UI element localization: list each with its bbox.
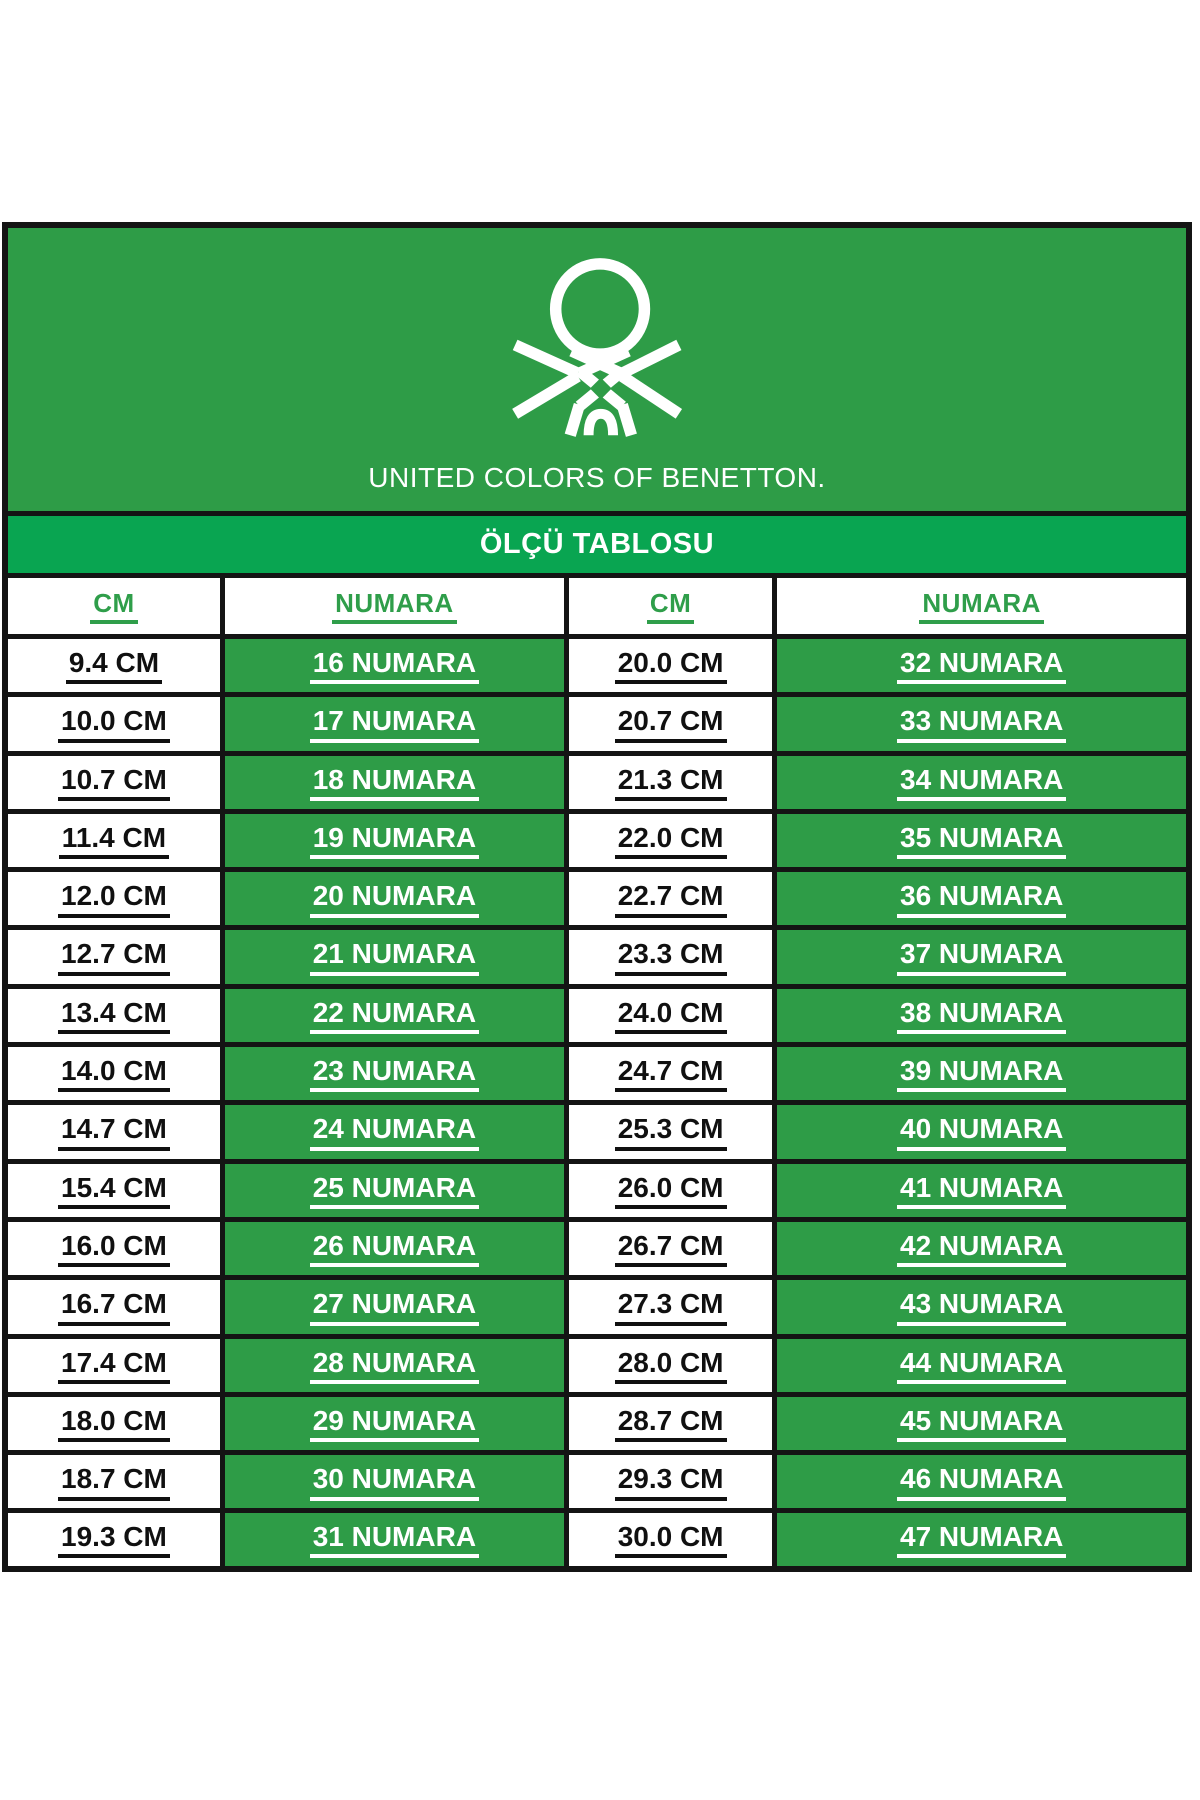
table-row <box>8 695 1186 753</box>
table-row <box>8 1511 1186 1566</box>
table-row <box>8 1045 1186 1103</box>
numara-right-cell: 41 NUMARA <box>775 1161 1186 1219</box>
numara-left-cell: 31 NUMARA <box>222 1511 566 1566</box>
numara-left-cell: 21 NUMARA <box>222 928 566 986</box>
table-row <box>8 1103 1186 1161</box>
cm-right-cell: 20.0 CM <box>566 637 775 695</box>
numara-left-cell: 27 NUMARA <box>222 1278 566 1336</box>
cm-right-cell: 26.7 CM <box>566 1219 775 1277</box>
numara-left-cell: 19 NUMARA <box>222 811 566 869</box>
table-row <box>8 1336 1186 1394</box>
cm-left-cell: 16.7 CM <box>8 1278 222 1336</box>
cm-right-cell: 24.7 CM <box>566 1045 775 1103</box>
numara-left-cell: 16 NUMARA <box>222 637 566 695</box>
cm-left-cell: 10.7 CM <box>8 753 222 811</box>
size-grid <box>8 578 1186 1566</box>
cm-left-cell: 17.4 CM <box>8 1336 222 1394</box>
cm-right-cell: 27.3 CM <box>566 1278 775 1336</box>
numara-right-cell: 35 NUMARA <box>775 811 1186 869</box>
cm-right-cell: 20.7 CM <box>566 695 775 753</box>
benetton-knot-icon <box>509 256 685 440</box>
numara-right-cell: 44 NUMARA <box>775 1336 1186 1394</box>
header-row <box>8 578 1186 637</box>
numara-right-cell: 45 NUMARA <box>775 1394 1186 1452</box>
numara-right-cell: 39 NUMARA <box>775 1045 1186 1103</box>
numara-right-cell: 38 NUMARA <box>775 986 1186 1044</box>
cm-left-cell: 16.0 CM <box>8 1219 222 1277</box>
numara-right-cell: 42 NUMARA <box>775 1219 1186 1277</box>
numara-left-cell: 26 NUMARA <box>222 1219 566 1277</box>
cm-left-cell: 10.0 CM <box>8 695 222 753</box>
numara-left-cell: 30 NUMARA <box>222 1453 566 1511</box>
numara-left-cell: 28 NUMARA <box>222 1336 566 1394</box>
table-row <box>8 928 1186 986</box>
numara-right-cell: 33 NUMARA <box>775 695 1186 753</box>
numara-left-cell: 17 NUMARA <box>222 695 566 753</box>
cm-right-cell: 28.7 CM <box>566 1394 775 1452</box>
numara-right-cell: 46 NUMARA <box>775 1453 1186 1511</box>
table-title: ÖLÇÜ TABLOSU <box>479 528 715 560</box>
numara-right-cell: 47 NUMARA <box>775 1511 1186 1566</box>
numara-right-cell: 40 NUMARA <box>775 1103 1186 1161</box>
cm-right-cell: 26.0 CM <box>566 1161 775 1219</box>
size-chart-table <box>2 222 1192 1572</box>
cm-left-cell: 15.4 CM <box>8 1161 222 1219</box>
numara-right-cell: 32 NUMARA <box>775 637 1186 695</box>
cm-left-cell: 11.4 CM <box>8 811 222 869</box>
table-row <box>8 1219 1186 1277</box>
cm-left-cell: 14.7 CM <box>8 1103 222 1161</box>
cm-left-cell: 14.0 CM <box>8 1045 222 1103</box>
header-numara-right: NUMARA <box>775 578 1186 637</box>
cm-left-cell: 9.4 CM <box>8 637 222 695</box>
numara-right-cell: 34 NUMARA <box>775 753 1186 811</box>
numara-right-cell: 43 NUMARA <box>775 1278 1186 1336</box>
cm-left-cell: 13.4 CM <box>8 986 222 1044</box>
brand-banner <box>8 228 1186 516</box>
numara-left-cell: 24 NUMARA <box>222 1103 566 1161</box>
table-row <box>8 986 1186 1044</box>
cm-right-cell: 30.0 CM <box>566 1511 775 1566</box>
cm-left-cell: 12.0 CM <box>8 870 222 928</box>
header-cm-right: CM <box>566 578 775 637</box>
table-row <box>8 1278 1186 1336</box>
table-row <box>8 1453 1186 1511</box>
numara-left-cell: 20 NUMARA <box>222 870 566 928</box>
numara-left-cell: 25 NUMARA <box>222 1161 566 1219</box>
numara-right-cell: 37 NUMARA <box>775 928 1186 986</box>
cm-right-cell: 28.0 CM <box>566 1336 775 1394</box>
numara-left-cell: 18 NUMARA <box>222 753 566 811</box>
cm-right-cell: 22.7 CM <box>566 870 775 928</box>
size-table <box>8 578 1186 1566</box>
numara-right-cell: 36 NUMARA <box>775 870 1186 928</box>
cm-left-cell: 18.0 CM <box>8 1394 222 1452</box>
brand-wordmark: UNITED COLORS OF BENETTON. <box>368 462 826 493</box>
numara-left-cell: 23 NUMARA <box>222 1045 566 1103</box>
cm-right-cell: 29.3 CM <box>566 1453 775 1511</box>
cm-left-cell: 18.7 CM <box>8 1453 222 1511</box>
table-row <box>8 637 1186 695</box>
header-numara-left: NUMARA <box>222 578 566 637</box>
table-row <box>8 811 1186 869</box>
cm-left-cell: 12.7 CM <box>8 928 222 986</box>
table-row <box>8 1394 1186 1452</box>
table-row <box>8 1161 1186 1219</box>
cm-left-cell: 19.3 CM <box>8 1511 222 1566</box>
header-cm-left: CM <box>8 578 222 637</box>
table-row <box>8 753 1186 811</box>
cm-right-cell: 23.3 CM <box>566 928 775 986</box>
cm-right-cell: 22.0 CM <box>566 811 775 869</box>
cm-right-cell: 24.0 CM <box>566 986 775 1044</box>
table-row <box>8 870 1186 928</box>
numara-left-cell: 29 NUMARA <box>222 1394 566 1452</box>
table-title-band <box>8 516 1186 578</box>
numara-left-cell: 22 NUMARA <box>222 986 566 1044</box>
cm-right-cell: 25.3 CM <box>566 1103 775 1161</box>
cm-right-cell: 21.3 CM <box>566 753 775 811</box>
